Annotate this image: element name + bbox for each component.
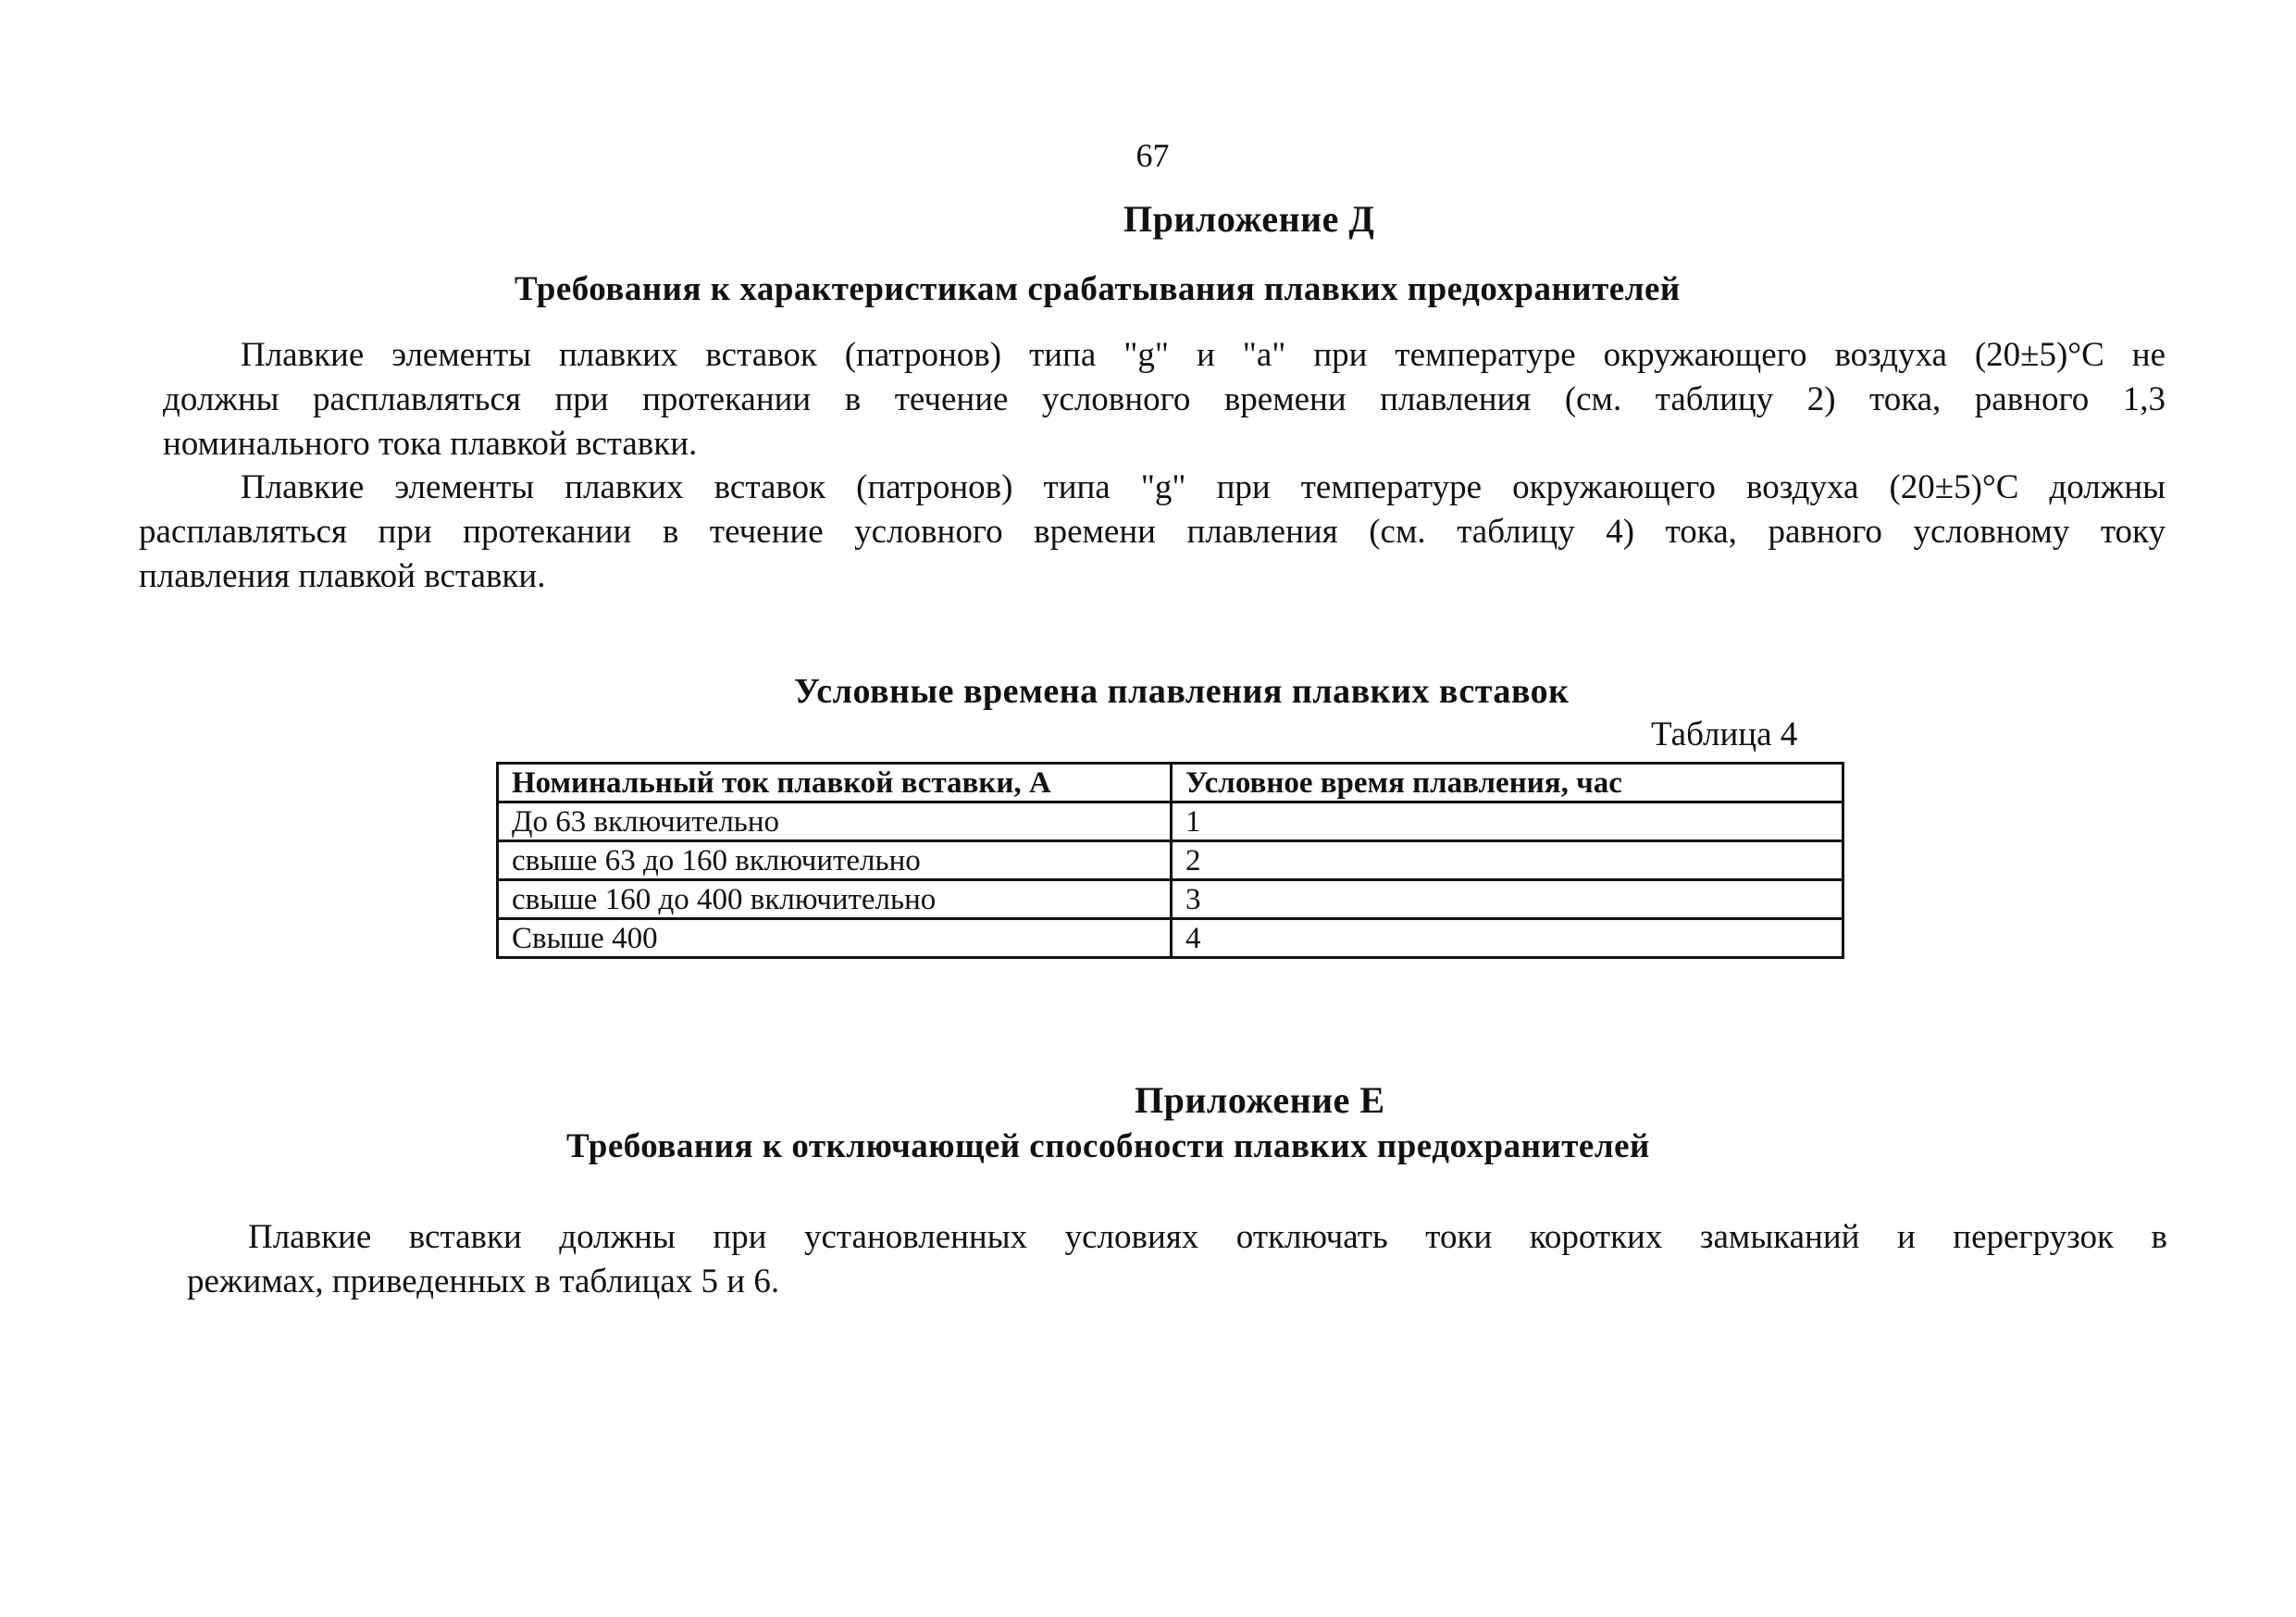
appendix-d-paragraph-1 — [163, 333, 2166, 466]
appendix-e-title: Приложение Е — [1135, 1079, 1385, 1121]
table-cell: 1 — [1172, 802, 1843, 841]
table-header-cell: Условное время плавления, час — [1172, 764, 1843, 802]
paragraph-line: расплавляться при протекании в течение условного времени плавления (см. таблицу 4) тока, равного условному току — [139, 513, 2166, 551]
paragraph-line: Плавкие вставки должны при установленных условиях отключать токи коротких замыканий и перегрузок в — [248, 1218, 2167, 1256]
table-cell: Свыше 400 — [498, 919, 1172, 958]
paragraph-line: номинального тока плавкой вставки. — [163, 425, 698, 463]
appendix-e-subtitle: Требования к отключающей способности плавких предохранителей — [566, 1127, 1650, 1165]
table-cell: 2 — [1172, 841, 1843, 880]
appendix-e-paragraph — [187, 1215, 2167, 1304]
paragraph-line: плавления плавкой вставки. — [139, 557, 546, 595]
table-cell: свыше 160 до 400 включительно — [498, 880, 1172, 919]
appendix-d-paragraph-2 — [139, 466, 2166, 599]
paragraph-line: должны расплавляться при протекании в течение условного времени плавления (см. таблицу 2) тока, равного 1,3 — [163, 380, 2166, 418]
table-cell: свыше 63 до 160 включительно — [498, 841, 1172, 880]
table-row — [498, 802, 1843, 841]
table-row — [498, 919, 1843, 958]
paragraph-line: Плавкие элементы плавких вставок (патронов) типа "g" при температуре окружающего воздуха (20±5)°C должны — [241, 468, 2166, 506]
table-row — [498, 841, 1843, 880]
table-cell: До 63 включительно — [498, 802, 1172, 841]
table-label: Таблица 4 — [1651, 715, 1798, 753]
appendix-d-title: Приложение Д — [1123, 198, 1375, 240]
paragraph-line: режимах, приведенных в таблицах 5 и 6. — [187, 1263, 780, 1300]
paragraph-line: Плавкие элементы плавких вставок (патронов) типа "g" и "a" при температуре окружающего воздуха (20±5)°C не — [241, 336, 2166, 374]
appendix-d-subtitle: Требования к характеристикам срабатывания плавких предохранителей — [515, 270, 1681, 308]
table-cell: 3 — [1172, 880, 1843, 919]
page-number: 67 — [1136, 137, 1170, 174]
melting-time-table — [496, 762, 1844, 959]
table-cell: 4 — [1172, 919, 1843, 958]
table-title: Условные времена плавления плавких вставок — [794, 672, 1570, 711]
table-row — [498, 880, 1843, 919]
table-header-cell: Номинальный ток плавкой вставки, А — [498, 764, 1172, 802]
table-header-row — [498, 764, 1843, 802]
